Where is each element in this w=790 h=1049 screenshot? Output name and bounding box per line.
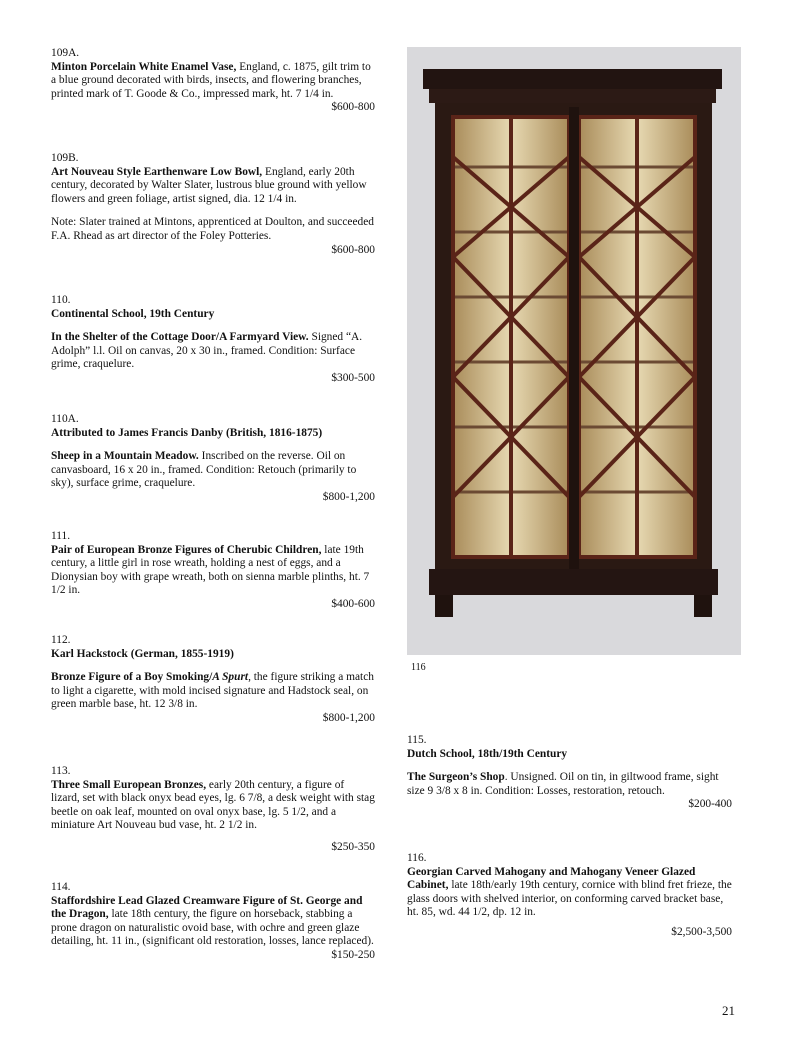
lot-artist: Dutch School, 18th/19th Century: [407, 747, 568, 760]
lot-description: England, c. 1875, gilt trim to a blue ground decorated with birds, insects, and flowering branches, printed mark of T. Goode & Co., impressed mark, ht. 7 1/4 in.: [51, 60, 371, 100]
lot-number: 113.: [51, 765, 71, 777]
lot-title: The Surgeon’s Shop: [407, 771, 505, 784]
lot-110a: [51, 413, 375, 505]
lot-estimate: $150-250: [331, 948, 375, 961]
lot-115: [407, 734, 732, 812]
lot-estimate: $600-800: [331, 101, 375, 114]
lot-109b: [51, 152, 375, 257]
lot-number: 110.: [51, 294, 71, 306]
lot-title: In the Shelter of the Cottage Door/A Farmyard View.: [51, 331, 309, 344]
lot-title: Georgian Carved Mahogany and Mahogany Veneer Glazed Cabinet,: [407, 865, 696, 892]
lot-number: 111.: [51, 530, 71, 542]
lot-estimate: $400-600: [331, 597, 375, 610]
lot-title: Three Small European Bronzes,: [51, 778, 207, 791]
lot-109a: [51, 47, 375, 115]
lot-111: [51, 530, 375, 612]
lot-note: Note: Slater trained at Mintons, apprenticed at Doulton, and succeeded F.A. Rhead as art director of the Foley Potteries.: [51, 216, 374, 242]
lot-description: late 18th/early 19th century, cornice with blind fret frieze, the glass doors with shelved interior, on conforming carved bracket base, ht. 85, wd. 44 1/2, dp. 12 in.: [407, 879, 732, 919]
lot-estimate: $600-800: [331, 243, 375, 256]
page-number: 21: [722, 1003, 735, 1018]
lot-113: [51, 765, 375, 855]
lot-title-italic: A Spurt: [212, 671, 249, 684]
lot-estimate: $800-1,200: [322, 490, 375, 503]
lot-number: 116.: [407, 852, 427, 864]
lot-number: 110A.: [51, 413, 79, 425]
lot-number: 109A.: [51, 47, 80, 59]
lot-114: [51, 881, 375, 963]
lot-estimate: $200-400: [688, 798, 732, 811]
lot-description: . Unsigned. Oil on tin, in giltwood frame, sight size 9 3/8 x 8 in. Condition: Losses, restoration, retouch.: [407, 771, 719, 797]
lot-artist: Attributed to James Francis Danby (British, 1816-1875): [51, 426, 323, 439]
lot-title: Pair of European Bronze Figures of Cherubic Children,: [51, 543, 322, 556]
lot-number: 114.: [51, 881, 71, 893]
lot-estimate: $300-500: [331, 371, 375, 384]
lot-estimate: $250-350: [331, 840, 375, 853]
lot-title: Staffordshire Lead Glazed Creamware Figure of St. George and the Dragon,: [51, 894, 363, 921]
lot-116: [407, 852, 732, 940]
lot-number: 115.: [407, 734, 427, 746]
lot-estimate: $800-1,200: [322, 711, 375, 724]
lot-number: 112.: [51, 634, 71, 646]
cabinet-illustration: [407, 47, 741, 655]
lot-112: [51, 634, 375, 726]
photo-caption: 116: [411, 662, 426, 673]
lot-title: Art Nouveau Style Earthenware Low Bowl,: [51, 165, 263, 178]
lot-number: 109B.: [51, 152, 79, 164]
lot-description: England, early 20th century, decorated by Walter Slater, lustrous blue ground with yellow flowers and green foliage, artist signed, dia. 12 1/4 in.: [51, 165, 367, 205]
lot-title: Sheep in a Mountain Meadow.: [51, 450, 199, 463]
lot-estimate: $2,500-3,500: [671, 925, 732, 938]
lot-description: , the figure striking a match to light a cigarette, with mold incised signature and Hadstock seal, on green marble base, ht. 12 3/8 in.: [51, 671, 374, 711]
lot-description: Signed “A. Adolph” l.l. Oil on canvas, 20 x 30 in., framed. Condition: Surface grime, craquelure.: [51, 331, 363, 371]
lot-110: [51, 294, 375, 386]
lot-description: late 19th century, a little girl in rose wreath, holding a nest of eggs, and a Dionysian boy with grape wreath, both on sienna marble plinths, ht. 7 1/2 in.: [51, 543, 370, 597]
cabinet-photo: [407, 47, 741, 655]
lot-description: Inscribed on the reverse. Oil on canvasboard, 16 x 20 in., framed. Condition: Retouch (primarily to sky), surface grime, craquelure.: [51, 450, 357, 490]
lot-description: early 20th century, a figure of lizard, set with black onyx bead eyes, lg. 6 7/8, a desk weight with stag beetle on oak leaf, mounted on oval onyx base, lg. 5 1/2, and a miniature Art Nouveau bud vase, ht. 2 1/2 in.: [51, 778, 375, 832]
lot-artist: Karl Hackstock (German, 1855-1919): [51, 647, 234, 660]
lot-description: late 18th century, the figure on horseback, stabbing a prone dragon on naturalistic ovoid base, with ochre and green glaze detailing, ht. 11 in., (significant old restoration, losses, lance replaced).: [51, 908, 374, 948]
lot-title: Bronze Figure of a Boy Smoking/: [51, 671, 213, 684]
lot-artist: Continental School, 19th Century: [51, 307, 215, 320]
lot-title: Minton Porcelain White Enamel Vase,: [51, 60, 237, 73]
